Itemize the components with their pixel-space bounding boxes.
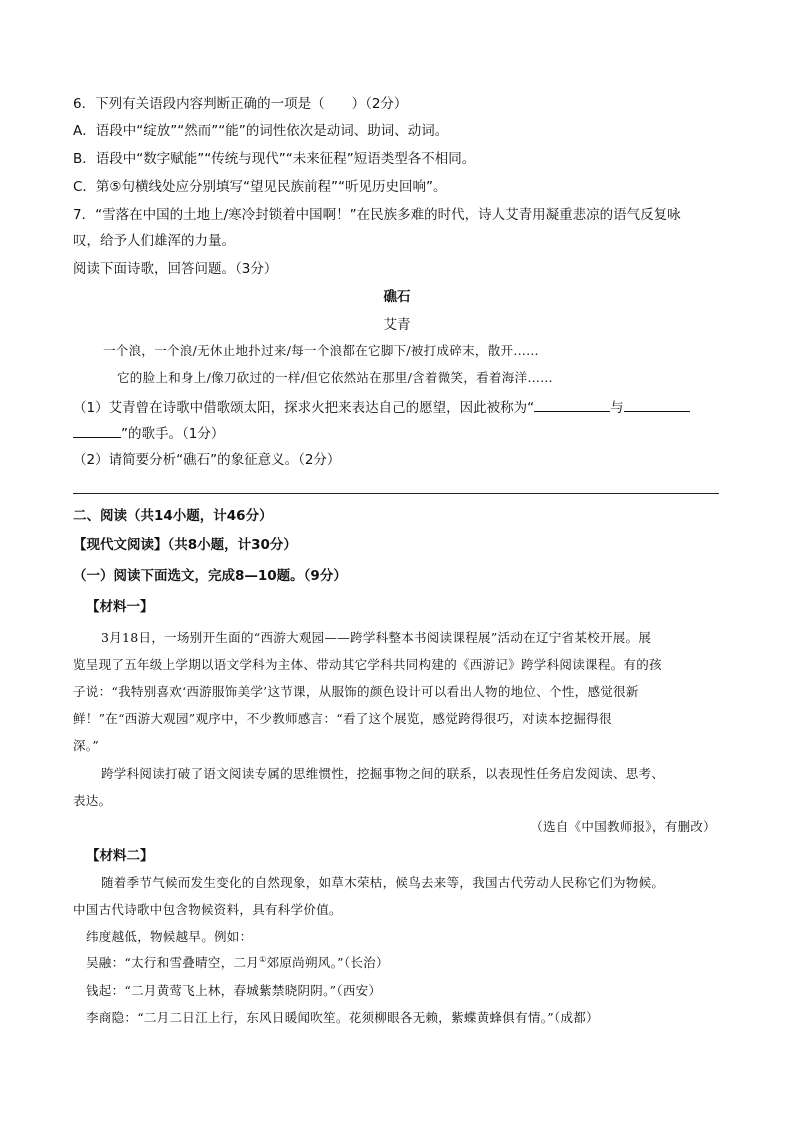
answer-blank-2[interactable] <box>624 397 690 412</box>
poem-q1-mid: 与 <box>610 400 624 416</box>
material-1-line-4: 鲜！”在“西游大观园”观序中，不少教师感言：“看了这个展览，感觉跨得很巧，对读本挖掘得很 <box>73 711 612 726</box>
material-2-label: 【材料二】 <box>86 848 154 864</box>
material-1-line-2: 览呈现了五年级上学期以语文学科为主体、带动其它学科共同构建的《西游记》跨学科阅读课程。有的孩 <box>73 657 662 672</box>
material-2-example-3: 李商隐：“二月二日江上行，东风日暖闻吹笙。花须柳眼各无赖，紫蝶黄蜂俱有情。”（成都） <box>86 1010 599 1025</box>
q7-line-1: 7．“雪落在中国的土地上/寒冷封锁着中国啊！”在民族多难的时代，诗人艾青用凝重悲凉的语气反复咏 <box>73 207 681 223</box>
poem-q1 <box>73 397 690 417</box>
poem-q1-end <box>73 423 224 443</box>
answer-blank-2-cont[interactable] <box>73 423 121 438</box>
material-1-label: 【材料一】 <box>86 599 154 615</box>
poem-q1-text-end: ”的歌手。（1分） <box>121 426 225 442</box>
poem-author: 艾青 <box>383 317 411 333</box>
example-1-text-b: 郊原尚朔风。”（长治） <box>266 955 389 970</box>
material-1-source: （选自《中国教师报》，有删改） <box>530 819 716 834</box>
answer-blank-1[interactable] <box>534 397 610 412</box>
material-2-line-1: 随着季节气候而发生变化的自然现象，如草木荣枯，候鸟去来等，我国古代劳动人民称它们为物候。 <box>101 875 665 890</box>
section-divider <box>73 493 719 494</box>
material-2-example-1 <box>86 954 389 972</box>
q7-line-2: 叹，给予人们雄浑的力量。 <box>73 233 235 249</box>
poem-q2: （2）请简要分析“礁石”的象征意义。（2分） <box>73 452 341 468</box>
poem-title: 礁石 <box>383 289 411 305</box>
material-2-line-2: 中国古代诗歌中包含物候资料，具有科学价值。 <box>73 902 342 917</box>
material-1-line-5: 深。” <box>73 738 100 753</box>
q6-stem: 6．下列有关语段内容判断正确的一项是（ ）（2分） <box>73 96 408 112</box>
material-1-para-2-line-2: 表达。 <box>73 793 112 808</box>
poem-q1-text: （1）艾青曾在诗歌中借歌颂太阳，探求火把来表达自己的愿望，因此被称为“ <box>73 400 535 416</box>
material-2-para-2: 纬度越低，物候越早。例如： <box>86 929 253 944</box>
material-1-para-2-line-1: 跨学科阅读打破了语文阅读专属的思维惯性，挖掘事物之间的联系，以表现性任务启发阅读、思考、 <box>101 766 665 781</box>
footnote-marker: ① <box>259 954 267 964</box>
poem-line-2: 它的脸上和身上/像刀砍过的一样/但它依然站在那里/含着微笑，看着海洋…… <box>117 370 553 385</box>
section-2-subtitle: 【现代文阅读】（共8小题，计30分） <box>73 537 297 553</box>
poem-intro: 阅读下面诗歌，回答问题。（3分） <box>73 261 278 277</box>
material-2-example-2: 钱起：“二月黄莺飞上林，春城紫禁晓阴阴。”（西安） <box>86 983 382 998</box>
section-2-part-1: （一）阅读下面选文，完成8—10题。（9分） <box>73 568 347 584</box>
example-1-text-a: 吴融：“太行和雪叠晴空，二月 <box>86 955 260 970</box>
poem-line-1: 一个浪，一个浪/无休止地扑过来/每一个浪都在它脚下/被打成碎末，散开…… <box>103 343 539 358</box>
material-1-line-1: 3月18日，一场别开生面的“西游大观园——跨学科整本书阅读课程展”活动在辽宁省某校开展。展 <box>101 630 652 645</box>
q6-option-a: A．语段中“绽放”“然而”“能”的词性依次是动词、助词、动词。 <box>73 123 449 139</box>
section-2-title: 二、阅读（共14小题，计46分） <box>73 508 273 524</box>
material-1-line-3: 子说：“我特别喜欢‘西游服饰美学’这节课，从服饰的颜色设计可以看出人物的地位、个性，感觉很新 <box>73 684 639 699</box>
q6-option-c: C．第⑤句横线处应分别填写“望见民族前程”“听见历史回响”。 <box>73 179 447 195</box>
q6-option-b: B．语段中“数字赋能”“传统与现代”“未来征程”短语类型各不相同。 <box>73 151 476 167</box>
